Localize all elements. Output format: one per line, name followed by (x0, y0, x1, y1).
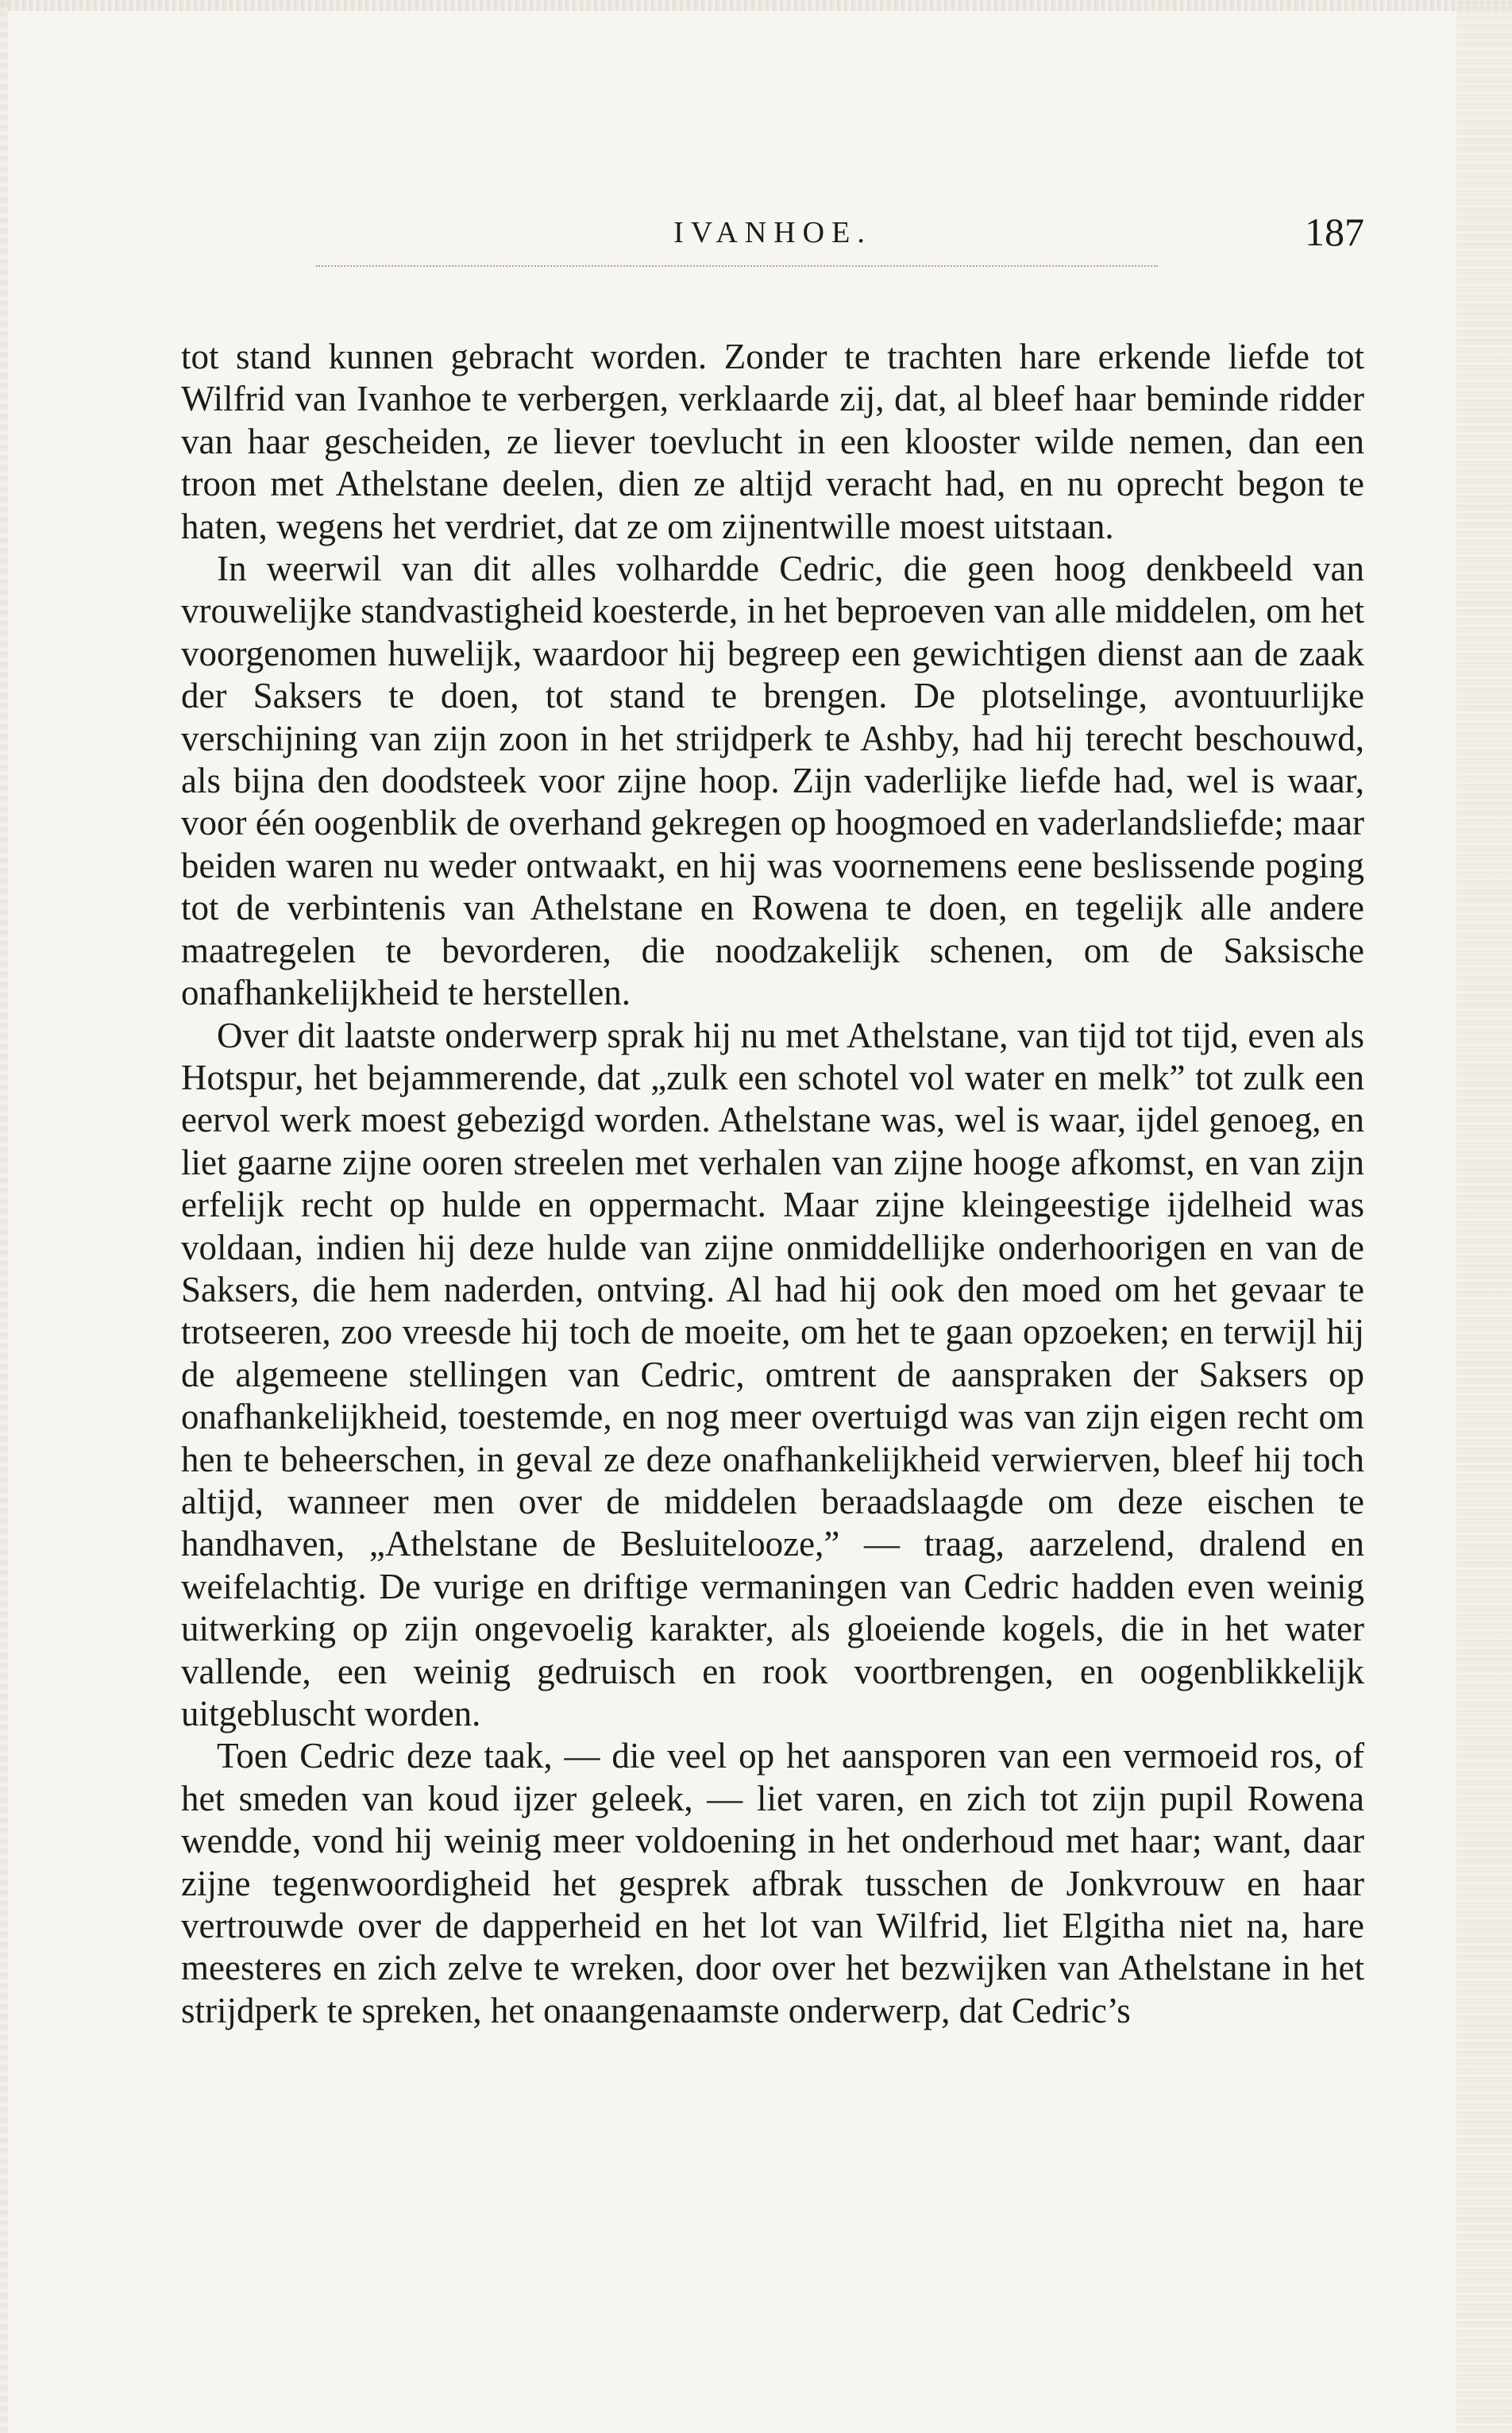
running-title: IVANHOE. (673, 216, 872, 249)
page-right-edge (1456, 0, 1512, 2433)
page-top-edge (0, 0, 1512, 11)
header-rule (316, 265, 1158, 267)
page-header (181, 210, 1364, 268)
paragraph-4: Toen Cedric deze taak, — die veel op het aansporen van een vermoeid ros, of het smeden van koud ijzer geleek, — liet varen, en zich tot zijn pupil Rowena wendde, vond hij weinig meer voldoening in het onderhoud met haar; want, daar zijne tegenwoordigheid het gesprek afbrak tusschen de Jonkvrouw en haar vertrouwde over de dapperheid en het lot van Wilfrid, liet Elgitha niet na, hare meesteres en zich zelve te wreken, door over het bezwijken van Athelstane in het strijdperk te spreken, het onaangenaamste onderwerp, dat Cedric’s (181, 1736, 1364, 2030)
body-text (181, 336, 1364, 2032)
page-number: 187 (1305, 210, 1364, 254)
page-left-edge (0, 0, 8, 2433)
paragraph-2: In weerwil van dit alles volhardde Cedric, die geen hoog denkbeeld van vrouwelijke standvastigheid koesterde, in het beproeven van alle middelen, om het voorgenomen huwelijk, waardoor hij begreep een gewichtigen dienst aan de zaak der Saksers te doen, tot stand te brengen. De plotselinge, avontuurlijke verschijning van zijn zoon in het strijdperk te Ashby, had hij terecht beschouwd, als bijna den doodsteek voor zijne hoop. Zijn vaderlijke liefde had, wel is waar, voor één oogenblik de overhand gekregen op hoogmoed en vaderlandsliefde; maar beiden waren nu weder ontwaakt, en hij was voornemens eene beslissende poging tot de verbintenis van Athelstane en Rowena te doen, en tegelijk alle andere maatregelen te bevorderen, die noodzakelijk schenen, om de Saksische onafhankelijkheid te herstellen. (181, 549, 1364, 1013)
paragraph-3: Over dit laatste onderwerp sprak hij nu met Athelstane, van tijd tot tijd, even als Hotspur, het bejammerende, dat „zulk een schotel vol water en melk” tot zulk een eervol werk moest gebezigd worden. Athelstane was, wel is waar, ijdel genoeg, en liet gaarne zijne ooren streelen met verhalen van zijne hooge afkomst, en van zijn erfelijk recht op hulde en oppermacht. Maar zijne kleingeestige ijdelheid was voldaan, indien hij deze hulde van zijne onmiddellijke onderhoorigen en van de Saksers, die hem naderden, ontving. Al had hij ook den moed om het gevaar te trotseeren, zoo vreesde hij toch de moeite, om het te gaan opzoeken; en terwijl hij de algemeene stellingen van Cedric, omtrent de aanspraken der Saksers op onafhankelijkheid, toestemde, en nog meer overtuigd was van zijn eigen recht om hen te beheerschen, in geval ze deze onafhankelijkheid verwierven, bleef hij toch altijd, wanneer men over de middelen beraadslaagde om deze eischen te handhaven, „Athelstane de Besluitelooze,” — traag, aarzelend, dralend en weifelachtig. De vurige en driftige vermaningen van Cedric hadden even weinig uitwerking op zijn ongevoelig karakter, als gloeiende kogels, die in het water vallende, een weinig gedruisch en rook voortbrengen, en oogenblikkelijk uitgebluscht worden. (181, 1015, 1364, 1733)
paragraph-1: tot stand kunnen gebracht worden. Zonder te trachten hare erkende liefde tot Wilfrid van Ivanhoe te verbergen, verklaarde zij, dat, al bleef haar beminde ridder van haar gescheiden, ze liever toevlucht in een klooster wilde nemen, dan een troon met Athelstane deelen, dien ze altijd veracht had, en nu oprecht begon te haten, wegens het verdriet, dat ze om zijnentwille moest uitstaan. (181, 337, 1364, 546)
